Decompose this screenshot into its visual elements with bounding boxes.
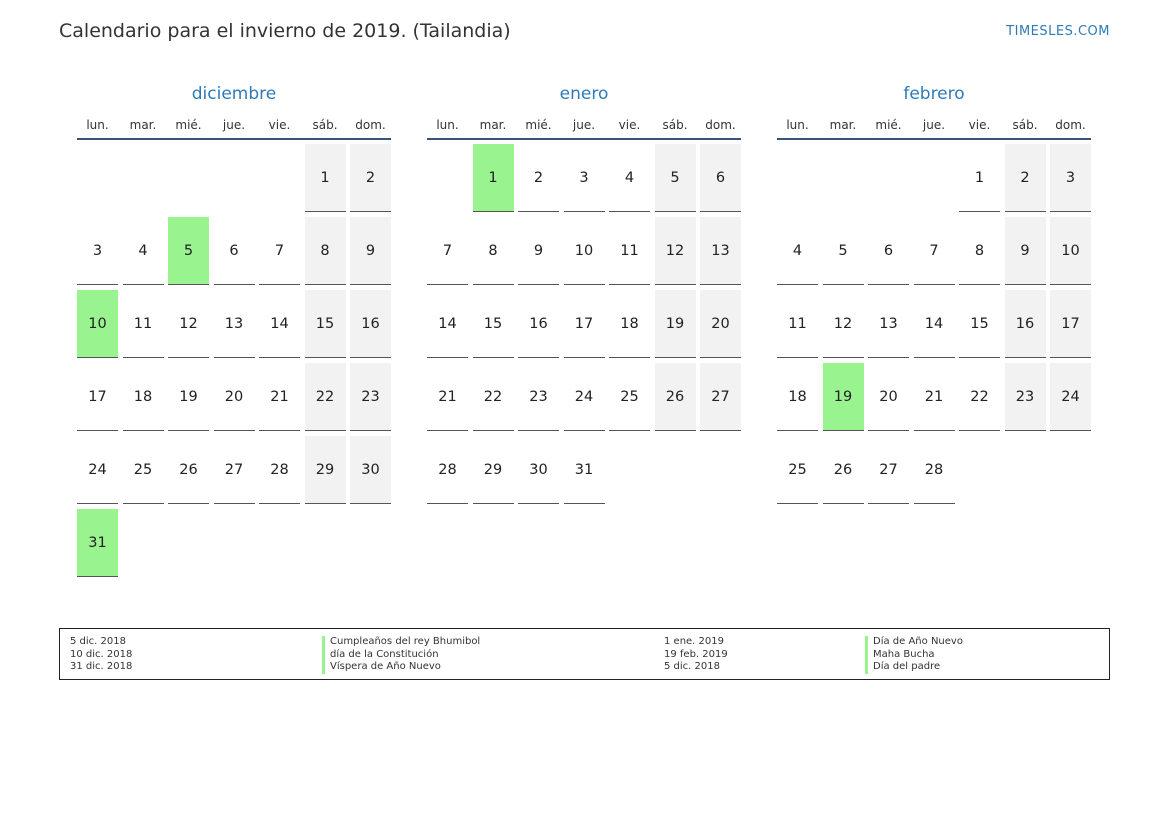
day-cell: 9	[518, 217, 559, 285]
day-cell: 22	[473, 363, 514, 431]
month-february	[777, 82, 1091, 504]
month-january	[427, 82, 741, 504]
days-grid	[777, 144, 1091, 504]
empty-cell	[823, 144, 864, 212]
day-cell: 28	[259, 436, 300, 504]
day-cell: 17	[77, 363, 118, 431]
day-cell: 29	[473, 436, 514, 504]
day-cell: 7	[259, 217, 300, 285]
weekday-label: dom.	[705, 118, 736, 132]
weekday-label: lun.	[786, 118, 809, 132]
day-cell: 30	[518, 436, 559, 504]
day-cell: 2	[1005, 144, 1046, 212]
day-cell: 26	[168, 436, 209, 504]
day-cell: 5	[823, 217, 864, 285]
day-cell: 19	[655, 290, 696, 358]
days-grid	[77, 144, 391, 577]
legend-dates-col-1	[70, 636, 132, 674]
holiday-day-cell: 5	[168, 217, 209, 285]
day-cell: 6	[868, 217, 909, 285]
day-cell: 20	[700, 290, 741, 358]
day-cell: 5	[655, 144, 696, 212]
day-cell: 25	[777, 436, 818, 504]
day-cell: 13	[700, 217, 741, 285]
legend-holiday-name: Maha Bucha	[865, 649, 963, 662]
empty-cell	[214, 144, 255, 212]
weekday-header	[427, 112, 741, 140]
weekday-label: vie.	[618, 118, 641, 132]
day-cell: 27	[214, 436, 255, 504]
holiday-day-cell: 31	[77, 509, 118, 577]
day-cell: 15	[959, 290, 1000, 358]
day-cell: 22	[305, 363, 346, 431]
weekday-header	[77, 112, 391, 140]
empty-cell	[259, 144, 300, 212]
page-title: Calendario para el invierno de 2019. (Tailandia)	[59, 20, 511, 42]
day-cell: 13	[214, 290, 255, 358]
weekday-label: sáb.	[1012, 118, 1038, 132]
holiday-legend	[59, 628, 1110, 680]
day-cell: 15	[305, 290, 346, 358]
weekday-label: mié.	[525, 118, 552, 132]
day-cell: 10	[564, 217, 605, 285]
weekday-label: sáb.	[312, 118, 338, 132]
day-cell: 9	[1005, 217, 1046, 285]
holiday-day-cell: 10	[77, 290, 118, 358]
day-cell: 30	[350, 436, 391, 504]
empty-cell	[77, 144, 118, 212]
day-cell: 23	[518, 363, 559, 431]
weekday-label: sáb.	[662, 118, 688, 132]
month-name: diciembre	[191, 84, 277, 104]
weekday-label: vie.	[968, 118, 991, 132]
day-cell: 17	[1050, 290, 1091, 358]
day-cell: 27	[700, 363, 741, 431]
day-cell: 18	[609, 290, 650, 358]
day-cell: 15	[473, 290, 514, 358]
holiday-day-cell: 1	[473, 144, 514, 212]
day-cell: 19	[168, 363, 209, 431]
day-cell: 1	[305, 144, 346, 212]
empty-cell	[427, 144, 468, 212]
legend-holiday-name: día de la Constitución	[322, 649, 480, 662]
legend-date: 19 feb. 2019	[664, 648, 728, 660]
day-cell: 11	[609, 217, 650, 285]
day-cell: 20	[868, 363, 909, 431]
legend-date: 5 dic. 2018	[70, 636, 126, 647]
legend-names-col-2	[865, 636, 963, 674]
month-december	[77, 82, 391, 577]
day-cell: 1	[959, 144, 1000, 212]
weekday-label: vie.	[268, 118, 291, 132]
day-cell: 26	[823, 436, 864, 504]
legend-date: 5 dic. 2018	[664, 661, 720, 672]
legend-dates-col-2	[664, 636, 728, 674]
month-name: febrero	[903, 84, 965, 104]
day-cell: 23	[350, 363, 391, 431]
day-cell: 13	[868, 290, 909, 358]
day-cell: 10	[1050, 217, 1091, 285]
day-cell: 16	[518, 290, 559, 358]
legend-holiday-name: Día de Año Nuevo	[865, 636, 963, 649]
day-cell: 3	[77, 217, 118, 285]
day-cell: 18	[123, 363, 164, 431]
day-cell: 29	[305, 436, 346, 504]
weekday-label: mié.	[175, 118, 202, 132]
day-cell: 24	[1050, 363, 1091, 431]
day-cell: 31	[564, 436, 605, 504]
day-cell: 2	[518, 144, 559, 212]
day-cell: 17	[564, 290, 605, 358]
day-cell: 7	[427, 217, 468, 285]
day-cell: 18	[777, 363, 818, 431]
empty-cell	[168, 144, 209, 212]
day-cell: 24	[77, 436, 118, 504]
day-cell: 23	[1005, 363, 1046, 431]
day-cell: 21	[259, 363, 300, 431]
day-cell: 22	[959, 363, 1000, 431]
legend-holiday-name: Día del padre	[865, 661, 963, 674]
day-cell: 14	[427, 290, 468, 358]
day-cell: 12	[168, 290, 209, 358]
day-cell: 21	[427, 363, 468, 431]
brand-link[interactable]: TIMESLES.COM	[1006, 24, 1110, 39]
day-cell: 4	[609, 144, 650, 212]
weekday-label: jue.	[922, 118, 946, 132]
legend-names-col-1	[322, 636, 480, 674]
day-cell: 28	[427, 436, 468, 504]
day-cell: 25	[609, 363, 650, 431]
day-cell: 4	[777, 217, 818, 285]
day-cell: 14	[914, 290, 955, 358]
day-cell: 2	[350, 144, 391, 212]
day-cell: 3	[564, 144, 605, 212]
legend-date: 10 dic. 2018	[70, 648, 133, 660]
weekday-header	[777, 112, 1091, 140]
day-cell: 20	[214, 363, 255, 431]
legend-date: 31 dic. 2018	[70, 661, 133, 672]
weekday-label: jue.	[572, 118, 596, 132]
day-cell: 26	[655, 363, 696, 431]
day-cell: 25	[123, 436, 164, 504]
day-cell: 12	[655, 217, 696, 285]
day-cell: 8	[473, 217, 514, 285]
day-cell: 24	[564, 363, 605, 431]
day-cell: 8	[959, 217, 1000, 285]
holiday-day-cell: 19	[823, 363, 864, 431]
day-cell: 7	[914, 217, 955, 285]
legend-holiday-name: Cumpleaños del rey Bhumibol	[322, 636, 480, 649]
weekday-label: mié.	[875, 118, 902, 132]
empty-cell	[123, 144, 164, 212]
weekday-label: mar.	[129, 118, 157, 132]
day-cell: 16	[350, 290, 391, 358]
empty-cell	[868, 144, 909, 212]
empty-cell	[777, 144, 818, 212]
day-cell: 28	[914, 436, 955, 504]
day-cell: 11	[123, 290, 164, 358]
day-cell: 4	[123, 217, 164, 285]
weekday-label: mar.	[479, 118, 507, 132]
legend-holiday-name: Víspera de Año Nuevo	[322, 661, 480, 674]
days-grid	[427, 144, 741, 504]
day-cell: 11	[777, 290, 818, 358]
day-cell: 14	[259, 290, 300, 358]
weekday-label: lun.	[436, 118, 459, 132]
weekday-label: lun.	[86, 118, 109, 132]
day-cell: 27	[868, 436, 909, 504]
legend-date: 1 ene. 2019	[664, 636, 724, 647]
day-cell: 8	[305, 217, 346, 285]
day-cell: 6	[700, 144, 741, 212]
day-cell: 12	[823, 290, 864, 358]
day-cell: 16	[1005, 290, 1046, 358]
weekday-label: mar.	[829, 118, 857, 132]
month-name: enero	[559, 84, 609, 104]
weekday-label: jue.	[222, 118, 246, 132]
empty-cell	[914, 144, 955, 212]
weekday-label: dom.	[355, 118, 386, 132]
weekday-label: dom.	[1055, 118, 1086, 132]
day-cell: 9	[350, 217, 391, 285]
day-cell: 3	[1050, 144, 1091, 212]
day-cell: 6	[214, 217, 255, 285]
day-cell: 21	[914, 363, 955, 431]
